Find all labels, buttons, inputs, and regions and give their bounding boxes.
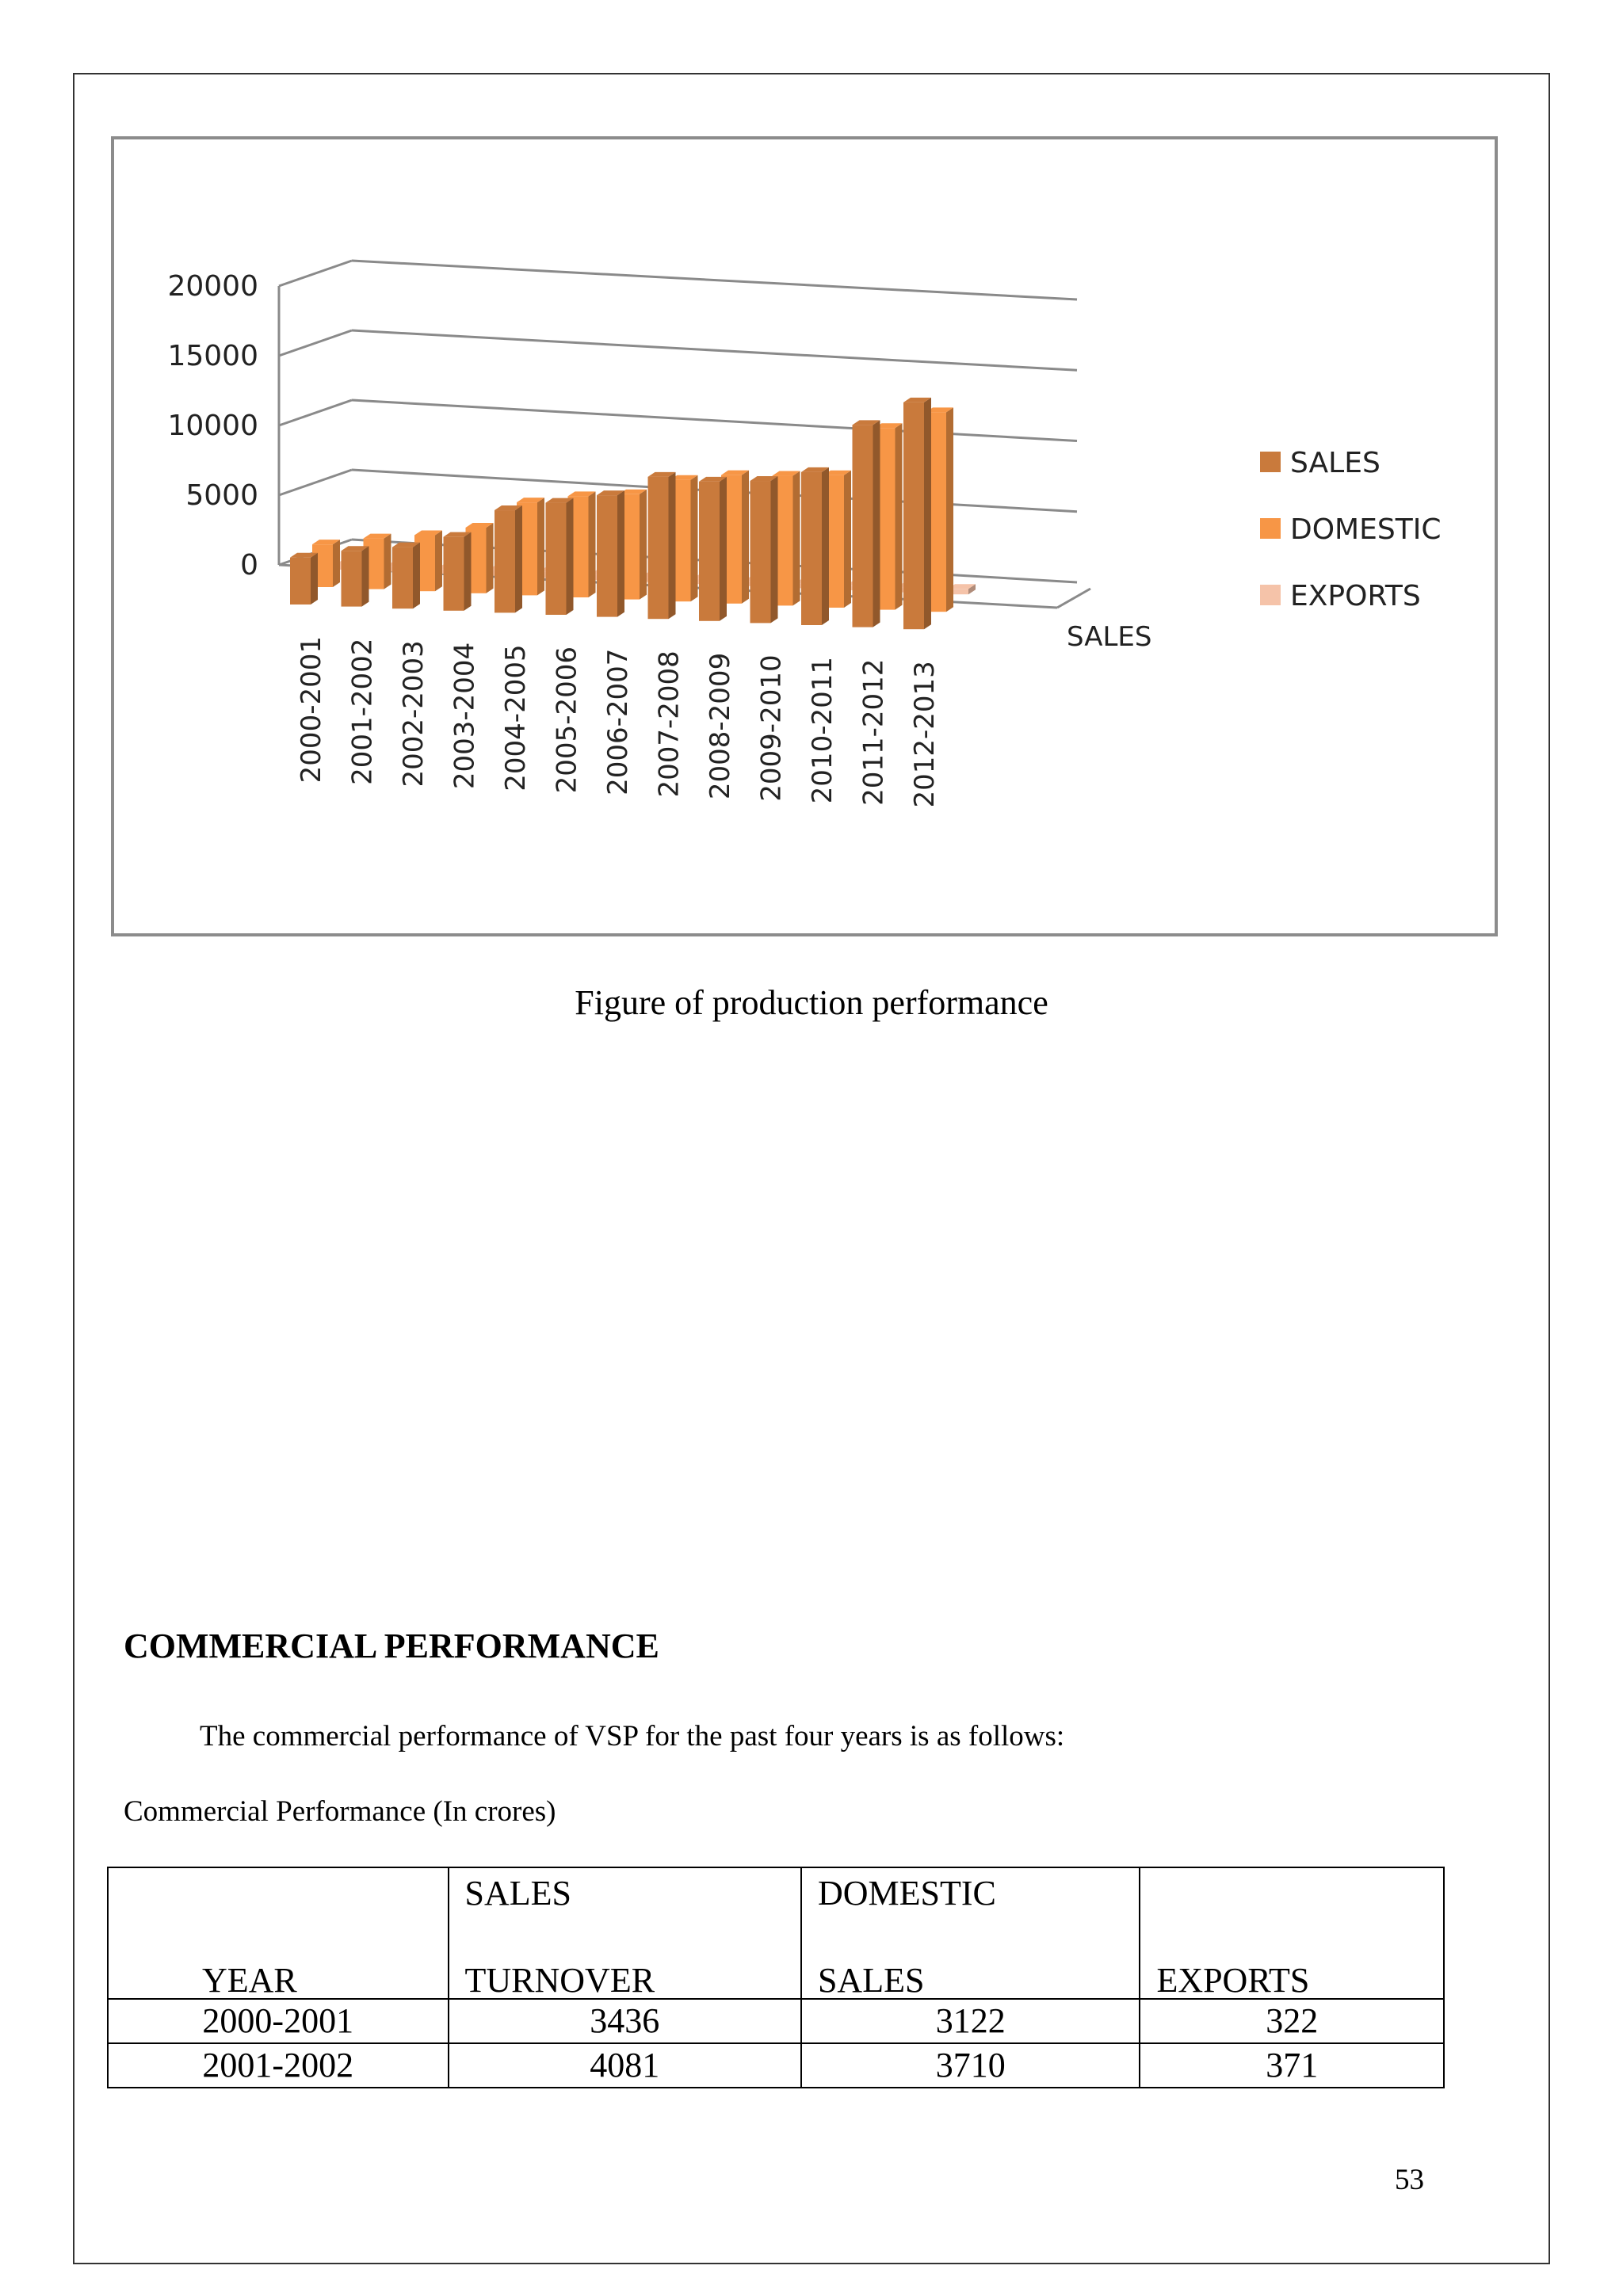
bar-sales-side [771, 476, 778, 623]
bar-sales-side [311, 553, 318, 605]
x-tick-label: 2004-2005 [500, 644, 532, 791]
y-tick-label: 20000 [167, 270, 258, 303]
bar-sales-side [567, 498, 574, 615]
bar-sales-side [822, 467, 829, 625]
x-tick-label: 2012-2013 [909, 661, 941, 808]
header-exports-label: EXPORTS [1156, 1961, 1310, 2000]
bar-domestic-side [487, 523, 494, 593]
gridline [352, 400, 1077, 441]
header-domestic-sales [801, 1867, 1140, 1999]
cell-sales: 4081 [449, 2043, 801, 2088]
bar-sales-side [669, 472, 676, 619]
y-tick-label: 5000 [185, 479, 258, 512]
bar-sales [648, 477, 669, 619]
header-sales-turnover [449, 1867, 801, 1999]
section-heading: COMMERCIAL PERFORMANCE [124, 1627, 659, 1665]
x-tick-label: 2010-2011 [807, 657, 838, 804]
x-tick-label: 2002-2003 [398, 640, 430, 788]
bar-domestic-side [896, 423, 903, 609]
x-tick-label: 2003-2004 [449, 642, 481, 790]
table-header-row [108, 1867, 1444, 1999]
cell-exports: 322 [1140, 1999, 1444, 2043]
legend-swatch [1260, 518, 1281, 539]
bar-sales-side [515, 505, 522, 612]
header-exports [1140, 1867, 1444, 1999]
bar-sales [546, 503, 567, 615]
header-year [108, 1867, 449, 1999]
bar-sales-side [873, 420, 880, 627]
bar-sales [342, 551, 362, 606]
header-domestic-line2: SALES [817, 1961, 925, 2000]
gridline [352, 330, 1077, 370]
depth-axis-line [1057, 589, 1090, 608]
header-year-label: YEAR [202, 1961, 297, 2000]
bar-domestic-side [333, 540, 340, 587]
table-row [108, 1999, 1444, 2043]
table-caption: Commercial Performance (In crores) [124, 1795, 556, 1828]
bar-sales-side [413, 543, 420, 609]
legend-label: EXPORTS [1290, 580, 1421, 612]
bar-sales [392, 547, 413, 609]
legend-label: SALES [1290, 447, 1381, 479]
bar-sales [290, 558, 311, 605]
bar-sales [853, 425, 873, 627]
x-tick-label: 2001-2002 [346, 638, 379, 785]
cell-sales: 3436 [449, 1999, 801, 2043]
production-chart [111, 136, 1498, 936]
bar-sales [597, 495, 617, 617]
page-number: 53 [1395, 2164, 1424, 2196]
header-sales-line2: TURNOVER [464, 1961, 655, 2000]
bar-sales [699, 482, 720, 621]
depth-axis-label: SALES [1067, 621, 1152, 653]
x-tick-label: 2006-2007 [602, 648, 634, 795]
bar-sales [903, 402, 924, 629]
cell-domestic: 3122 [801, 1999, 1140, 2043]
x-tick-label: 2011-2012 [857, 658, 890, 806]
bar-domestic-side [742, 471, 749, 604]
gridline-depth [279, 470, 352, 495]
x-tick-label: 2005-2006 [551, 646, 583, 794]
bar-sales-side [720, 477, 727, 621]
gridline-depth [279, 400, 352, 425]
header-domestic-line1: DOMESTIC [817, 1874, 996, 1913]
x-tick-label: 2009-2010 [755, 654, 788, 802]
bar-sales-side [362, 546, 369, 606]
bar-sales-side [924, 398, 931, 629]
bar-domestic-side [793, 471, 800, 606]
intro-paragraph: The commercial performance of VSP for the past four years is as follows: [200, 1720, 1065, 1753]
bar-domestic-side [589, 491, 596, 597]
bar-sales [750, 481, 771, 623]
x-tick-label: 2008-2009 [705, 652, 736, 800]
bar-domestic-side [537, 498, 544, 595]
legend-swatch [1260, 585, 1281, 605]
bar-domestic-side [384, 534, 391, 589]
bar-sales [495, 510, 515, 612]
bar-sales [444, 537, 464, 611]
cell-year: 2000-2001 [108, 1999, 449, 2043]
header-sales-line1: SALES [464, 1874, 571, 1913]
table-row [108, 2043, 1444, 2088]
gridline-depth [279, 330, 352, 356]
bar-sales [801, 472, 822, 625]
bar-sales-side [617, 490, 624, 617]
x-tick-label: 2000-2001 [296, 636, 327, 784]
y-tick-label: 10000 [167, 410, 258, 442]
chart-canvas [114, 139, 1495, 933]
cell-year: 2001-2002 [108, 2043, 449, 2088]
x-tick-label: 2007-2008 [653, 650, 685, 798]
bar-domestic-side [844, 471, 851, 608]
bar-domestic-side [946, 407, 953, 612]
figure-caption: Figure of production performance [575, 983, 1048, 1022]
y-tick-label: 0 [240, 549, 258, 582]
bar-domestic-side [640, 490, 647, 600]
gridline-depth [279, 261, 352, 286]
gridline [352, 261, 1077, 299]
bar-domestic-side [691, 475, 698, 602]
bar-domestic-side [435, 530, 442, 591]
cell-domestic: 3710 [801, 2043, 1140, 2088]
bar-sales-side [464, 532, 472, 611]
legend-swatch [1260, 452, 1281, 472]
y-tick-label: 15000 [167, 340, 258, 372]
legend-label: DOMESTIC [1290, 513, 1442, 546]
commercial-table [107, 1867, 1445, 2088]
cell-exports: 371 [1140, 2043, 1444, 2088]
